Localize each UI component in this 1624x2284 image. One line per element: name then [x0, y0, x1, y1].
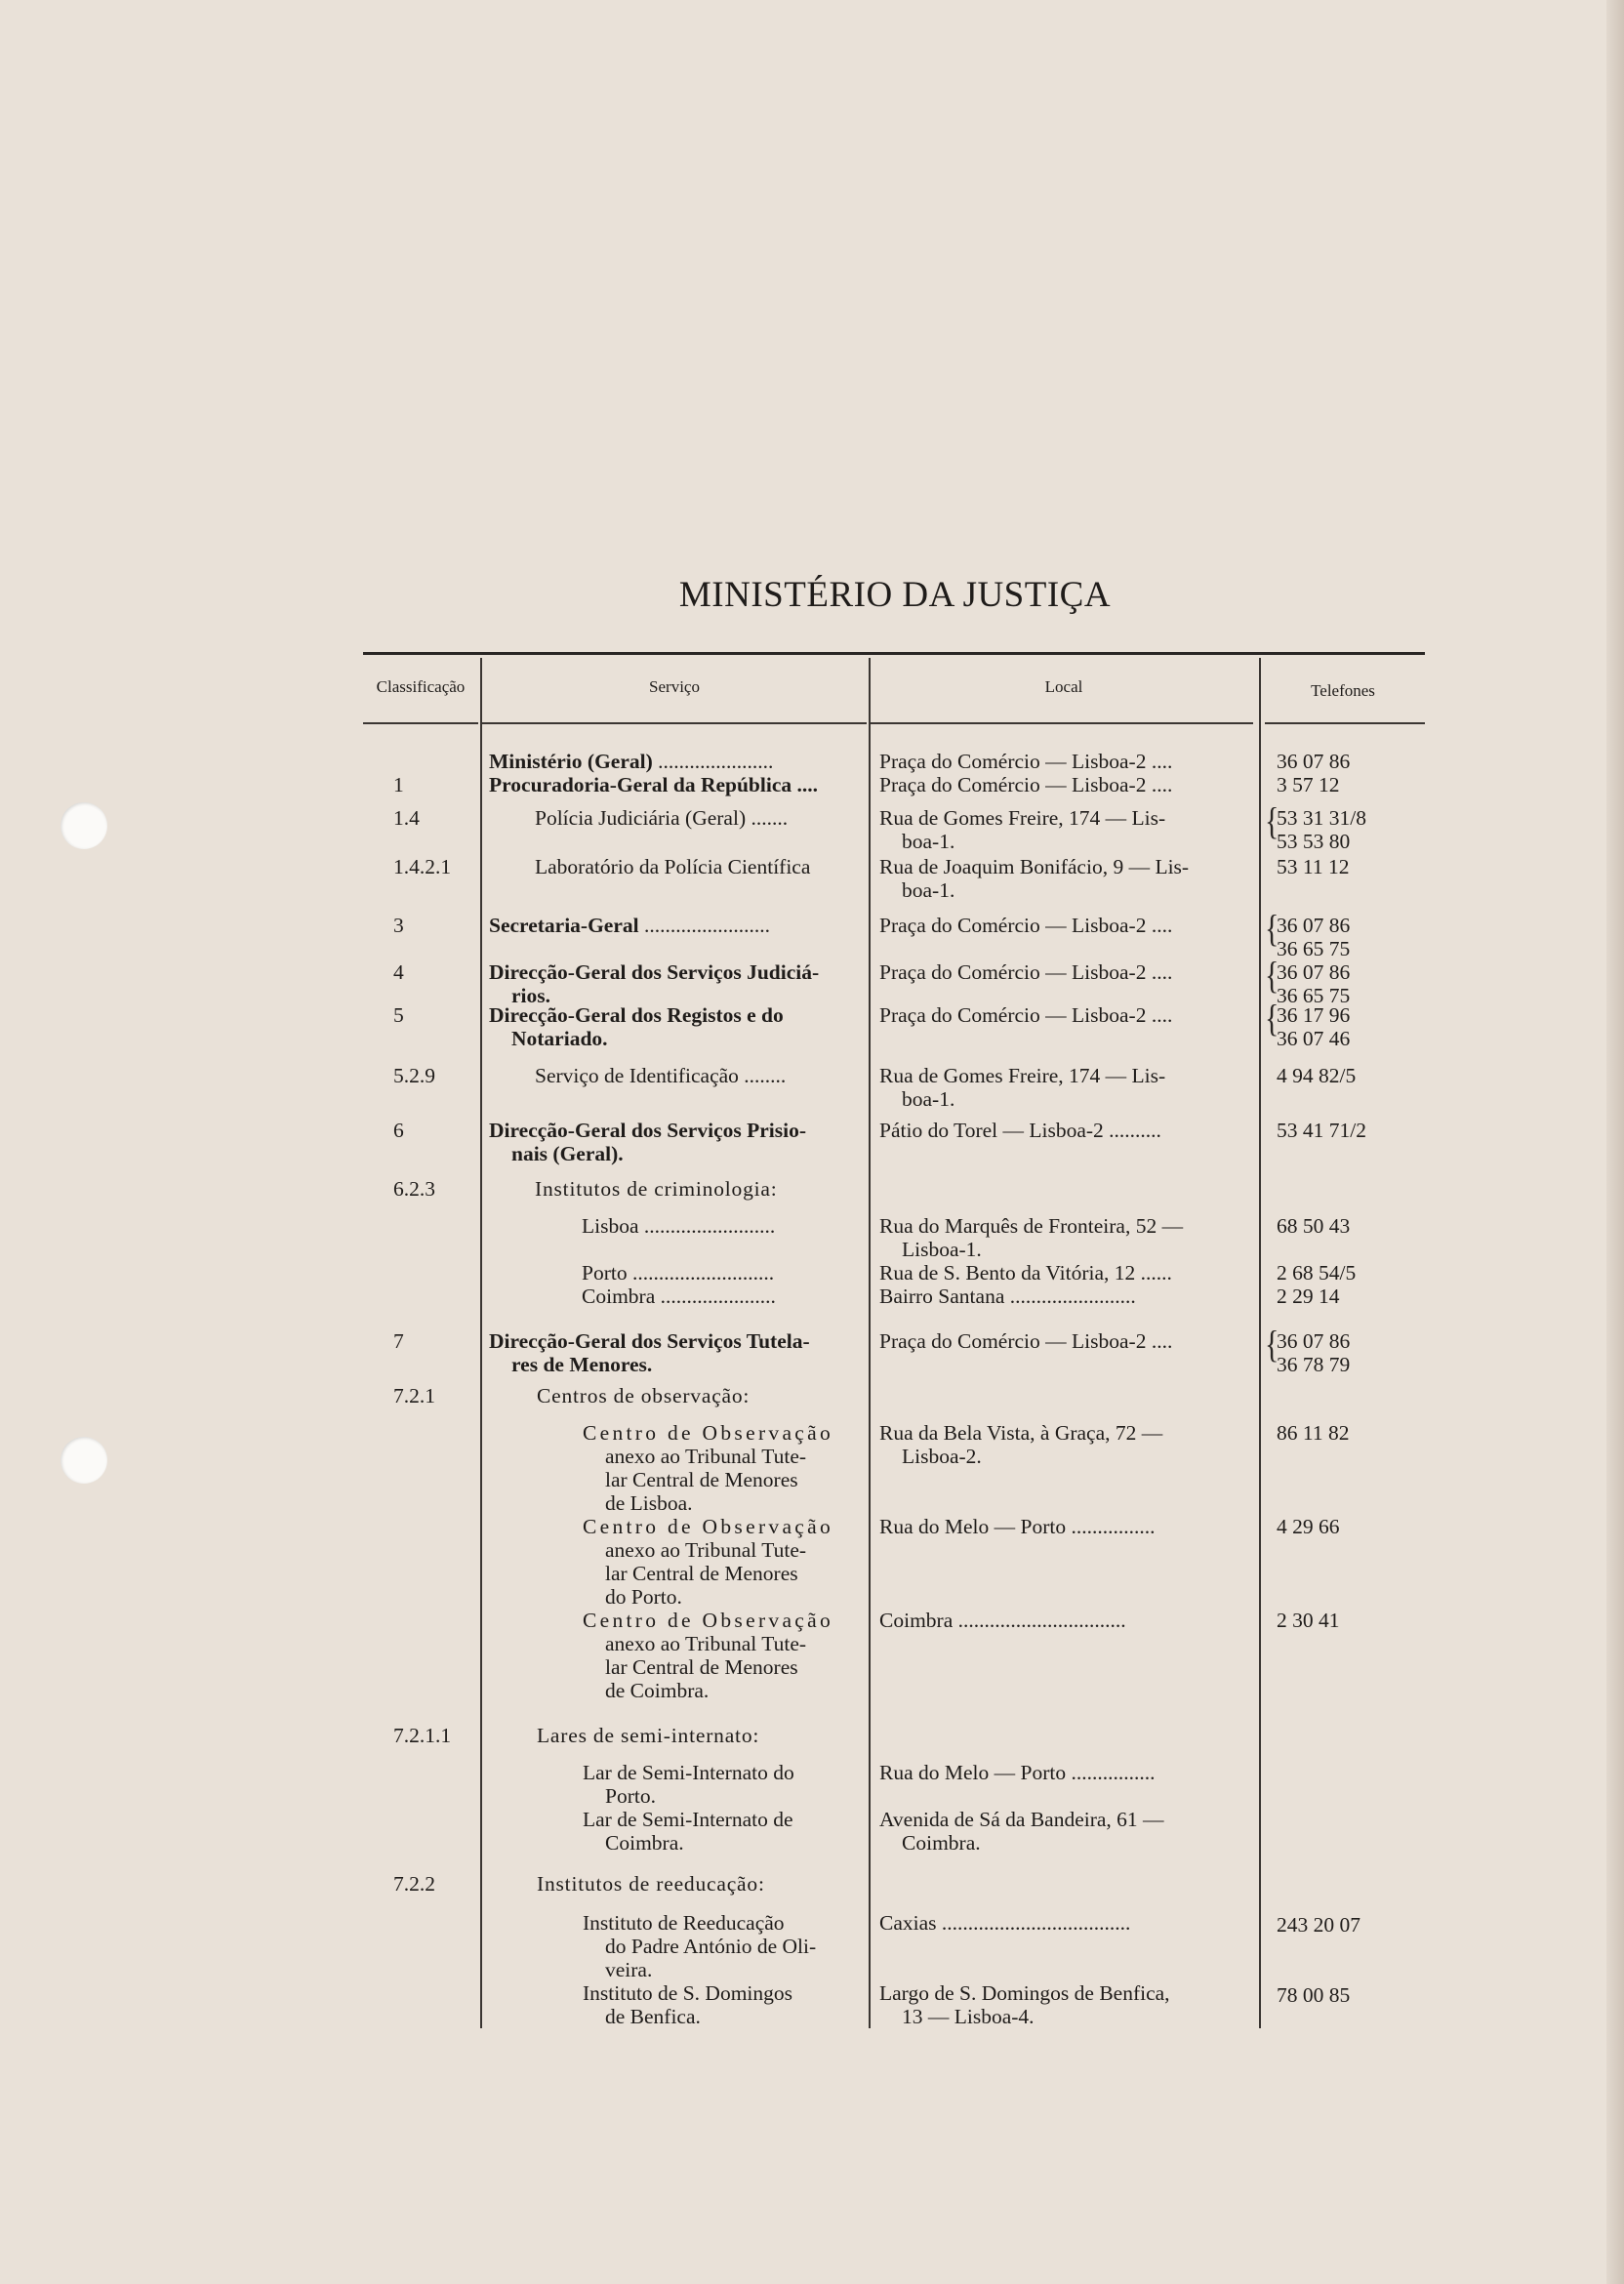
row-service-name: Instituto de S. Domingos — [583, 1981, 793, 2005]
row-classification: 7 — [393, 1329, 404, 1353]
telephone-line: 36 65 75 — [1277, 984, 1351, 1007]
row-classification: 6 — [393, 1119, 404, 1142]
row-service-name: Lar de Semi-Internato de — [583, 1808, 793, 1831]
row-location: Pátio do Torel — Lisboa-2 .......... — [879, 1119, 1161, 1142]
column-divider-1 — [480, 658, 482, 2028]
row-location-line: Caxias — [879, 1911, 937, 1935]
row-service-name: anexo ao Tribunal Tute- — [605, 1538, 807, 1562]
row-telephone: 2 68 54/5 — [1277, 1261, 1357, 1285]
row-location-line: Rua da Bela Vista, à Graça, 72 — — [879, 1421, 1163, 1445]
row-telephone — [1265, 800, 1366, 853]
row-location-line: Praça do Comércio — Lisboa-2 — [879, 750, 1147, 773]
row-location-line: Rua de S. Bento da Vitória, 12 — [879, 1261, 1136, 1285]
row-service-name: Direcção-Geral dos Serviços Tutela- — [489, 1329, 810, 1353]
row-service-name: veira. — [605, 1958, 653, 1981]
row-location-line: 13 — Lisboa-4. — [902, 2005, 1035, 2028]
row-classification: 3 — [393, 914, 404, 937]
telephone-line: 36 07 46 — [1277, 1027, 1351, 1050]
page-title: MINISTÉRIO DA JUSTIÇA — [678, 575, 1112, 615]
row-service: Laboratório da Polícia Científica — [535, 855, 811, 878]
header-classificacao: Classificação — [376, 677, 466, 696]
telephone-line: 36 07 86 — [1277, 1329, 1351, 1353]
row-location: Praça do Comércio — Lisboa-2 .... — [879, 960, 1173, 984]
row-location: Bairro Santana ........................ — [879, 1285, 1136, 1308]
row-service: Lisboa ......................... — [582, 1214, 776, 1238]
row-location-line: Rua do Melo — Porto — [879, 1515, 1067, 1538]
header-rule-3 — [871, 722, 1253, 724]
row-classification: 1.4.2.1 — [393, 855, 452, 878]
row-service-name: Notariado. — [511, 1027, 608, 1050]
row-telephone: 36 07 86 — [1277, 750, 1351, 773]
row-service-name: Instituto de Reeducação — [583, 1911, 785, 1935]
row-telephone — [1265, 955, 1351, 1007]
row-location-line: Praça do Comércio — Lisboa-2 — [879, 960, 1147, 984]
row-location-line: Rua do Melo — Porto — [879, 1761, 1067, 1784]
brace-icon: { — [1265, 908, 1279, 951]
header-servico: Serviço — [649, 677, 700, 696]
row-telephone: 53 11 12 — [1277, 855, 1350, 878]
row-classification: 5.2.9 — [393, 1064, 435, 1087]
row-service-name: Porto — [582, 1261, 628, 1285]
row-service-name: anexo ao Tribunal Tute- — [605, 1632, 807, 1655]
telephone-line: 53 31 31/8 — [1277, 806, 1366, 830]
row-telephone: 68 50 43 — [1277, 1214, 1351, 1238]
header-telefones: Telefones — [1311, 681, 1375, 700]
row-service: Lares de semi-internato: — [537, 1724, 760, 1747]
header-rule-2 — [482, 722, 867, 724]
telephone-line: 36 07 86 — [1277, 914, 1351, 937]
row-location-line: Praça do Comércio — Lisboa-2 — [879, 1329, 1147, 1353]
row-location: Praça do Comércio — Lisboa-2 .... — [879, 1003, 1173, 1027]
telephone-line: 53 53 80 — [1277, 830, 1351, 853]
row-service-name: lar Central de Menores — [605, 1468, 798, 1491]
row-location-line: boa-1. — [902, 830, 955, 853]
row-location — [879, 855, 1250, 902]
row-telephone: 243 20 07 — [1277, 1913, 1360, 1937]
row-location-line: Rua de Gomes Freire, 174 — Lis- — [879, 1064, 1166, 1087]
column-divider-2 — [869, 658, 871, 2028]
row-service: Polícia Judiciária (Geral) ....... — [535, 806, 789, 830]
row-service: Institutos de reeducação: — [537, 1872, 765, 1896]
row-service-name: Coimbra — [582, 1285, 656, 1308]
row-location-line: Lisboa-2. — [902, 1445, 982, 1468]
row-service-name: Lisboa — [582, 1214, 639, 1238]
row-service-name: Lar de Semi-Internato do — [583, 1761, 794, 1784]
header-rule-1 — [363, 722, 478, 724]
row-service-name: lar Central de Menores — [605, 1655, 798, 1679]
row-location: Coimbra ................................ — [879, 1609, 1126, 1632]
row-classification: 6.2.3 — [393, 1177, 435, 1201]
row-service-name: de Coimbra. — [605, 1679, 710, 1702]
row-telephone — [1265, 998, 1351, 1050]
row-telephone: 2 29 14 — [1277, 1285, 1340, 1308]
punch-hole-bottom — [61, 1437, 107, 1484]
row-service-name: nais (Geral). — [511, 1142, 624, 1165]
telephone-line: 36 07 86 — [1277, 960, 1351, 984]
brace-icon: { — [1265, 955, 1279, 998]
row-classification: 5 — [393, 1003, 404, 1027]
row-service-name: Serviço de Identificação — [535, 1064, 739, 1087]
row-location-line: Lisboa-1. — [902, 1238, 982, 1261]
telephone-line: 36 17 96 — [1277, 1003, 1351, 1027]
row-service-name: do Porto. — [605, 1585, 682, 1609]
row-classification: 7.2.1.1 — [393, 1724, 452, 1747]
row-service — [583, 1761, 862, 1808]
row-classification: 7.2.1 — [393, 1384, 435, 1407]
row-location: Praça do Comércio — Lisboa-2 .... — [879, 750, 1173, 773]
row-service: Centros de observação: — [537, 1384, 751, 1407]
column-divider-3 — [1259, 658, 1261, 2028]
row-service-name: do Padre António de Oli- — [605, 1935, 817, 1958]
punch-hole-top — [61, 802, 107, 849]
row-location-line: Rua de Joaquim Bonifácio, 9 — Lis- — [879, 855, 1190, 878]
row-service-name: Direcção-Geral dos Registos e do — [489, 1003, 784, 1027]
row-location — [879, 1064, 1250, 1111]
row-location-line: boa-1. — [902, 878, 955, 902]
row-service-name: Direcção-Geral dos Serviços Judiciá- — [489, 960, 820, 984]
row-service-name: de Benfica. — [605, 2005, 701, 2028]
row-service-name: Procuradoria-Geral da República — [489, 773, 792, 796]
table-top-rule — [363, 652, 1425, 655]
telephone-line: 36 78 79 — [1277, 1353, 1351, 1376]
row-classification: 1.4 — [393, 806, 420, 830]
row-service-name: Porto. — [605, 1784, 656, 1808]
row-telephone: 86 11 82 — [1277, 1421, 1350, 1445]
row-service-name: Centro de Observação — [583, 1421, 834, 1445]
row-service-name: anexo ao Tribunal Tute- — [605, 1445, 807, 1468]
row-location: Praça do Comércio — Lisboa-2 .... — [879, 773, 1173, 796]
row-service: Coimbra ...................... — [582, 1285, 776, 1308]
row-service: Procuradoria-Geral da República .... — [489, 773, 819, 796]
row-location: Rua de S. Bento da Vitória, 12 ...... — [879, 1261, 1172, 1285]
page-edge — [1606, 0, 1624, 2284]
header-local: Local — [1044, 677, 1083, 696]
row-location-line: boa-1. — [902, 1087, 955, 1111]
row-location-line: Pátio do Torel — Lisboa-2 — [879, 1119, 1104, 1142]
row-location: Caxias .................................... — [879, 1911, 1131, 1935]
row-service-name: lar Central de Menores — [605, 1562, 798, 1585]
row-service-name: Coimbra. — [605, 1831, 684, 1855]
row-service-name: Ministério (Geral) — [489, 750, 653, 773]
row-classification: 7.2.2 — [393, 1872, 435, 1896]
row-location: Praça do Comércio — Lisboa-2 .... — [879, 1329, 1173, 1353]
row-location — [879, 1808, 1250, 1855]
row-telephone: 4 94 82/5 — [1277, 1064, 1357, 1087]
row-telephone: 2 30 41 — [1277, 1609, 1340, 1632]
row-service — [583, 1421, 862, 1515]
row-location-line: Largo de S. Domingos de Benfica, — [879, 1981, 1170, 2005]
row-telephone: 53 41 71/2 — [1277, 1119, 1366, 1142]
row-service — [583, 1609, 862, 1702]
row-location-line: Avenida de Sá da Bandeira, 61 — — [879, 1808, 1164, 1831]
row-service — [489, 1003, 858, 1050]
row-location — [879, 1421, 1250, 1468]
row-location-line: Rua de Gomes Freire, 174 — Lis- — [879, 806, 1166, 830]
row-location: Rua do Melo — Porto ................ — [879, 1761, 1156, 1784]
row-service — [489, 960, 858, 1007]
row-location — [879, 1981, 1250, 2028]
row-location: Praça do Comércio — Lisboa-2 .... — [879, 914, 1173, 937]
header-rule-4 — [1265, 722, 1425, 724]
row-service: Secretaria-Geral ........................ — [489, 914, 770, 937]
row-service — [583, 1515, 862, 1609]
row-service-name: Secretaria-Geral — [489, 914, 639, 937]
row-telephone — [1265, 1324, 1351, 1376]
brace-icon: { — [1265, 800, 1279, 843]
row-service-name: Centro de Observação — [583, 1515, 834, 1538]
row-location: Rua do Melo — Porto ................ — [879, 1515, 1156, 1538]
row-telephone: 4 29 66 — [1277, 1515, 1340, 1538]
row-service — [489, 1329, 858, 1376]
row-service: Ministério (Geral) ...................... — [489, 750, 774, 773]
row-location-line: Praça do Comércio — Lisboa-2 — [879, 914, 1147, 937]
row-classification: 1 — [393, 773, 404, 796]
brace-icon: { — [1265, 1324, 1279, 1366]
row-location-line: Bairro Santana — [879, 1285, 1005, 1308]
row-location-line: Coimbra — [879, 1609, 954, 1632]
row-service — [583, 1911, 862, 1981]
row-telephone: 78 00 85 — [1277, 1983, 1351, 2007]
row-service — [583, 1981, 862, 2028]
row-location — [879, 1214, 1250, 1261]
row-location — [879, 806, 1250, 853]
row-service-name: res de Menores. — [511, 1353, 653, 1376]
row-classification: 4 — [393, 960, 404, 984]
row-service: Porto ........................... — [582, 1261, 775, 1285]
row-service: Serviço de Identificação ........ — [535, 1064, 787, 1087]
row-location-line: Praça do Comércio — Lisboa-2 — [879, 1003, 1147, 1027]
row-service: Institutos de criminologia: — [535, 1177, 778, 1201]
row-service-name: Direcção-Geral dos Serviços Prisio- — [489, 1119, 806, 1142]
row-location-line: Praça do Comércio — Lisboa-2 — [879, 773, 1147, 796]
row-location-line: Rua do Marquês de Fronteira, 52 — — [879, 1214, 1184, 1238]
row-service-name: de Lisboa. — [605, 1491, 693, 1515]
row-service-name: Polícia Judiciária (Geral) — [535, 806, 747, 830]
brace-icon: { — [1265, 998, 1279, 1040]
row-service-name: rios. — [511, 984, 551, 1007]
row-location-line: Coimbra. — [902, 1831, 981, 1855]
row-service — [583, 1808, 862, 1855]
row-telephone: 3 57 12 — [1277, 773, 1340, 796]
row-service — [489, 1119, 858, 1165]
row-service-name: Centro de Observação — [583, 1609, 834, 1632]
row-telephone — [1265, 908, 1351, 960]
telephone-line: 36 65 75 — [1277, 937, 1351, 960]
